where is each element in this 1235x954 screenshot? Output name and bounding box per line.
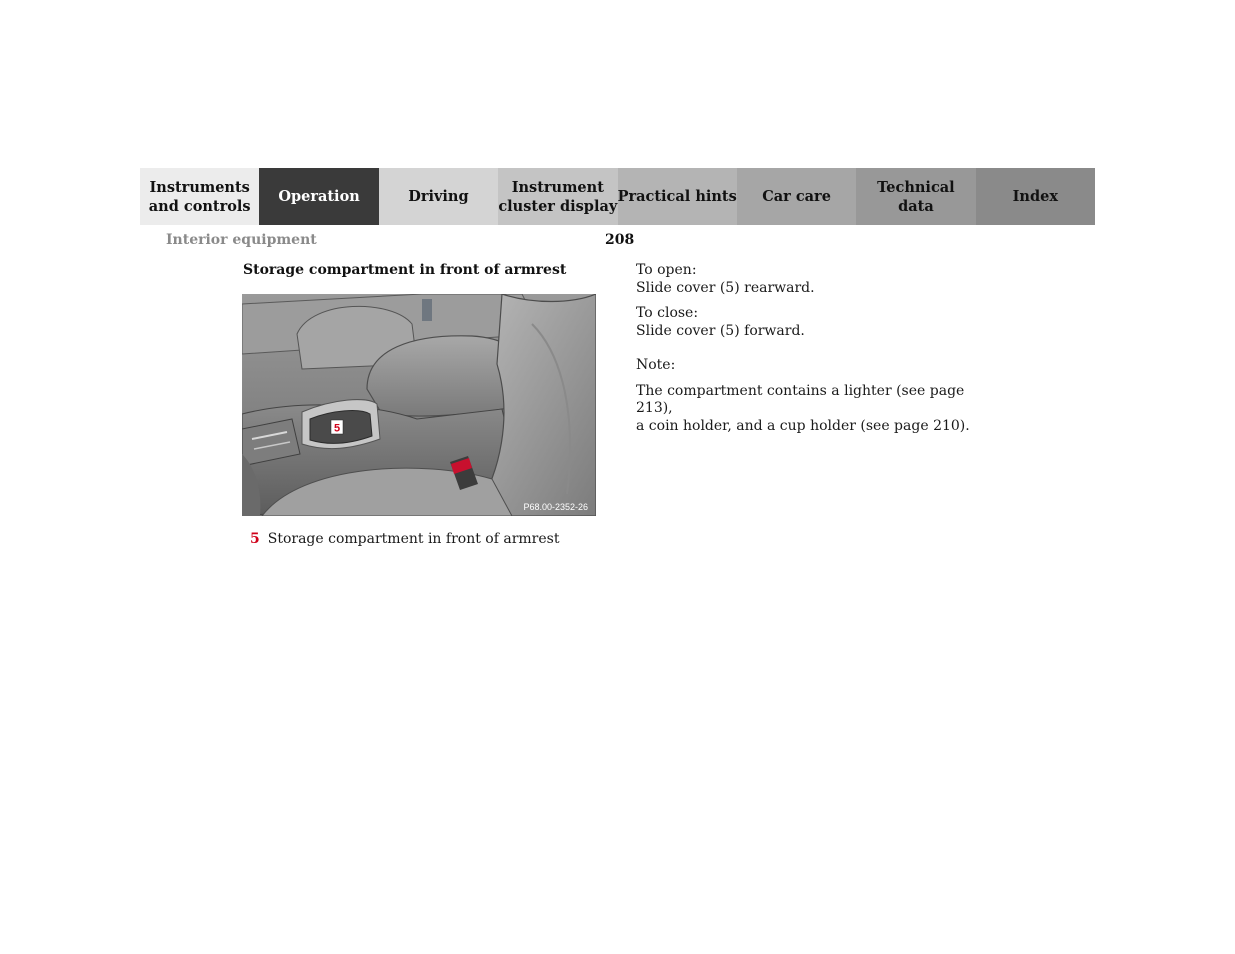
tab-driving[interactable]: Driving [379,168,498,225]
tab-practical-hints[interactable]: Practical hints [618,168,737,225]
figure-caption [250,531,559,547]
tab-index[interactable]: Index [976,168,1095,225]
note-line-1: The compartment contains a lighter (see page 213), [636,382,965,416]
page-number: 208 [605,232,635,248]
section-title: Interior equipment [166,232,317,248]
open-text: Slide cover (5) rearward. [636,279,815,296]
center-console-illustration [242,294,596,516]
caption-number: 5 [250,531,260,547]
chapter-nav [140,168,1095,225]
tab-instrument-cluster-display[interactable]: Instrument cluster display [498,168,617,225]
instructions [636,262,996,435]
close-label: To close: [636,305,699,321]
close-text: Slide cover (5) forward. [636,322,805,339]
figure-callout-number: 5 [333,422,341,435]
open-label: To open: [636,262,697,278]
note-label: Note: [636,357,676,373]
caption-text: Storage compartment in front of armrest [267,531,560,547]
tab-instruments-and-controls[interactable]: Instruments and controls [140,168,259,225]
tab-car-care[interactable]: Car care [737,168,856,225]
tab-technical-data[interactable]: Technical data [856,168,975,225]
page-heading: Storage compartment in front of armrest [243,262,567,278]
figure-code: P68.00-2352-26 [523,502,588,512]
tab-operation[interactable]: Operation [259,168,378,225]
note-line-2: a coin holder, and a cup holder (see page 210). [636,417,970,434]
